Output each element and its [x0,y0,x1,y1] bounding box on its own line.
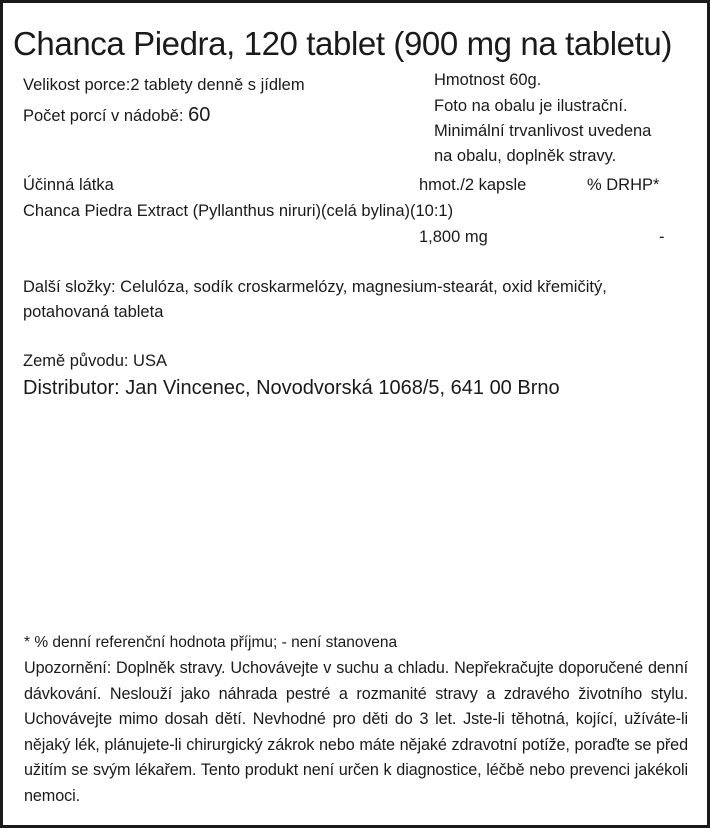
product-title: Chanca Piedra, 120 tablet (900 mg na tabletu) [13,25,672,62]
table-header-drhp: % DRHP* [587,176,660,194]
servings-count-label: Počet porcí v nádobě: [23,107,189,125]
warning-text: Upozornění: Doplněk stravy. Uchovávejte v suchu a chladu. Nepřekračujte doporučené denní dávkování. Neslouží jako náhrada pestré a rozmanité stravy a zdravého životního stylu. Uchovávejte mimo dosah dětí. Nevhodné pro děti do 3 let. Jste-li těhotná, kojící, užíváte-li nějaký lék, plánujete-li chirurgický zákrok nebo máte nějaké zdravotní potíže, poraďte se před užitím se svým lékařem. Tento produkt není určen k diagnostice, léčbě nebo prevenci jakékoli nemoci. [24,659,688,805]
servings-count-value: 60 [188,104,211,126]
other-ingredients-line1: Další složky: Celulóza, sodík croskarmelózy, magnesium-stearát, oxid křemičitý, [23,278,607,296]
info-note-supplement: na obalu, doplněk stravy. [434,147,617,165]
serving-size-label: Velikost porce: [23,76,131,94]
table-row-ingredient: Chanca Piedra Extract (Pyllanthus niruri)(celá bylina)(10:1) [23,202,454,220]
info-note-expiry: Minimální trvanlivost uvedena [434,122,652,140]
serving-size [23,76,305,95]
servings-per-container [23,104,210,127]
distributor: Distributor: Jan Vincenec, Novodvorská 1068/5, 641 00 Brno [23,377,560,399]
country-of-origin: Země původu: USA [23,352,167,370]
serving-size-value: 2 tablety denně s jídlem [130,76,305,94]
other-ingredients-line2: potahovaná tableta [23,303,164,321]
info-note-photo: Foto na obalu je ilustrační. [434,97,628,115]
table-header-ingredient: Účinná látka [23,176,114,194]
table-row-amount: 1,800 mg [419,228,488,246]
footnote: * % denní referenční hodnota příjmu; - není stanovena [24,634,398,651]
table-header-amount: hmot./2 kapsle [419,176,527,194]
info-note-weight: Hmotnost 60g. [434,71,542,89]
table-row-drhp: - [659,228,665,246]
